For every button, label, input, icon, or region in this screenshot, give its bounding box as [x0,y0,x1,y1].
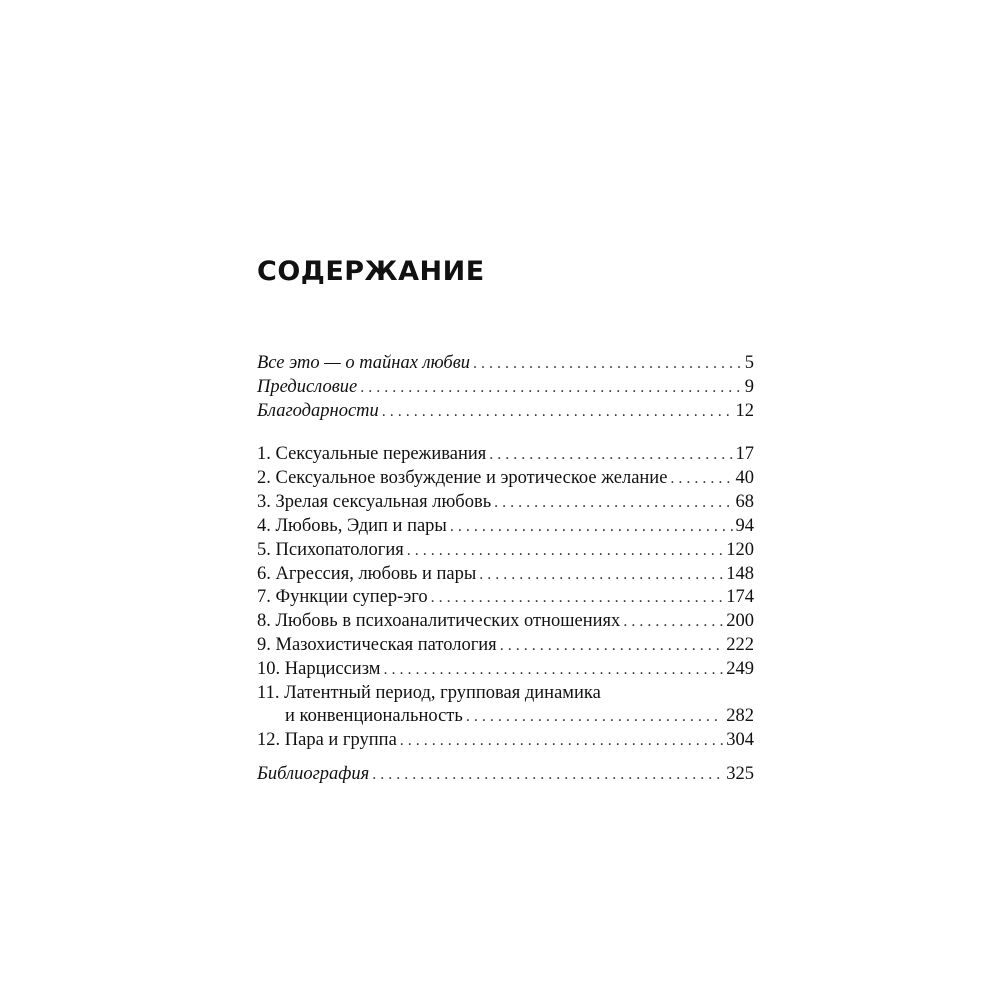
toc-entry-title: Благодарности [257,400,379,421]
dot-leader [360,377,742,400]
toc-page-number: 200 [726,611,754,632]
toc-page-number: 304 [726,729,754,750]
dot-leader [372,764,723,787]
dot-leader [489,444,732,467]
toc-entry-chapter-1 [257,443,754,467]
toc-entry-title: 12. Пара и группа [257,729,397,750]
toc-page-number: 249 [726,659,754,680]
toc-page-number: 17 [735,444,754,464]
toc-entry-title-line-2: и конвенциональность [285,705,463,726]
dot-leader [400,730,723,753]
toc-entry-chapter-7 [257,586,754,610]
toc-entry-chapter-4 [257,515,754,539]
toc-page-number: 68 [735,491,754,512]
toc-entry-chapter-11 [257,682,754,729]
dot-leader [623,611,723,634]
dot-leader [383,659,723,682]
toc-entry-title: 9. Мазохистическая патология [257,635,497,656]
toc-page-number: 40 [735,467,754,488]
toc-entry-title: Предисловие [257,376,358,397]
toc-entry-chapter-12 [257,729,754,753]
toc-entry-title: 2. Сексуальное возбуждение и эротическое желание [257,467,668,488]
toc-entry-acknowledgements [257,400,754,424]
toc-entry-title: 7. Функции супер-эго [257,587,428,608]
toc-entry-chapter-9 [257,634,754,658]
toc-entry-chapter-5 [257,539,754,563]
toc-page-number: 12 [735,400,754,421]
toc-entry-title: 4. Любовь, Эдип и пары [257,515,447,536]
toc-entry-title: Библиография [257,764,370,784]
toc-page-number: 9 [744,376,754,397]
toc-page-number: 94 [735,515,754,536]
toc-page-number: 325 [726,764,754,784]
toc-entry-title: 1. Сексуальные переживания [257,444,487,464]
toc-entry-chapter-6 [257,563,754,587]
toc-entry-title: 8. Любовь в психоаналитических отношениях [257,611,621,632]
toc-entry-chapter-2 [257,467,754,491]
dot-leader [466,706,723,729]
toc-entry-title: Все это — о тайнах любви [257,353,471,373]
toc-entry-title-line-1: 11. Латентный период, групповая динамика [257,683,601,704]
toc-entry-title: 6. Агрессия, любовь и пары [257,563,477,584]
toc-entry-title: 3. Зрелая сексуальная любовь [257,491,492,512]
toc-page-number: 148 [726,563,754,584]
dot-leader [431,587,724,610]
dot-leader [479,564,723,587]
dot-leader [382,401,733,424]
toc-page-number: 282 [726,705,754,726]
dot-leader [670,468,732,491]
chapter-list [257,443,754,753]
dot-leader [500,635,724,658]
toc-entry-chapter-3 [257,491,754,515]
dot-leader [473,353,742,376]
toc-entry-preface [257,376,754,400]
toc-entry-foreword-love [257,352,754,376]
toc-entry-chapter-8 [257,610,754,634]
back-matter-list [257,763,754,787]
toc-entry-chapter-10 [257,658,754,682]
dot-leader [494,492,732,515]
toc-page-number: 174 [726,587,754,608]
toc-page-number: 5 [744,353,754,373]
dot-leader [407,540,724,563]
front-matter-list [257,352,754,424]
toc-entry-title: 5. Психопатология [257,539,404,560]
contents-heading: СОДЕРЖАНИЕ [257,256,485,287]
toc-entry-title: 10. Нарциссизм [257,659,381,680]
toc-page-number: 120 [726,539,754,560]
toc-page-number: 222 [726,635,754,656]
toc-entry-bibliography [257,763,754,787]
toc-entry-second-line [257,705,754,729]
dot-leader [450,516,733,539]
